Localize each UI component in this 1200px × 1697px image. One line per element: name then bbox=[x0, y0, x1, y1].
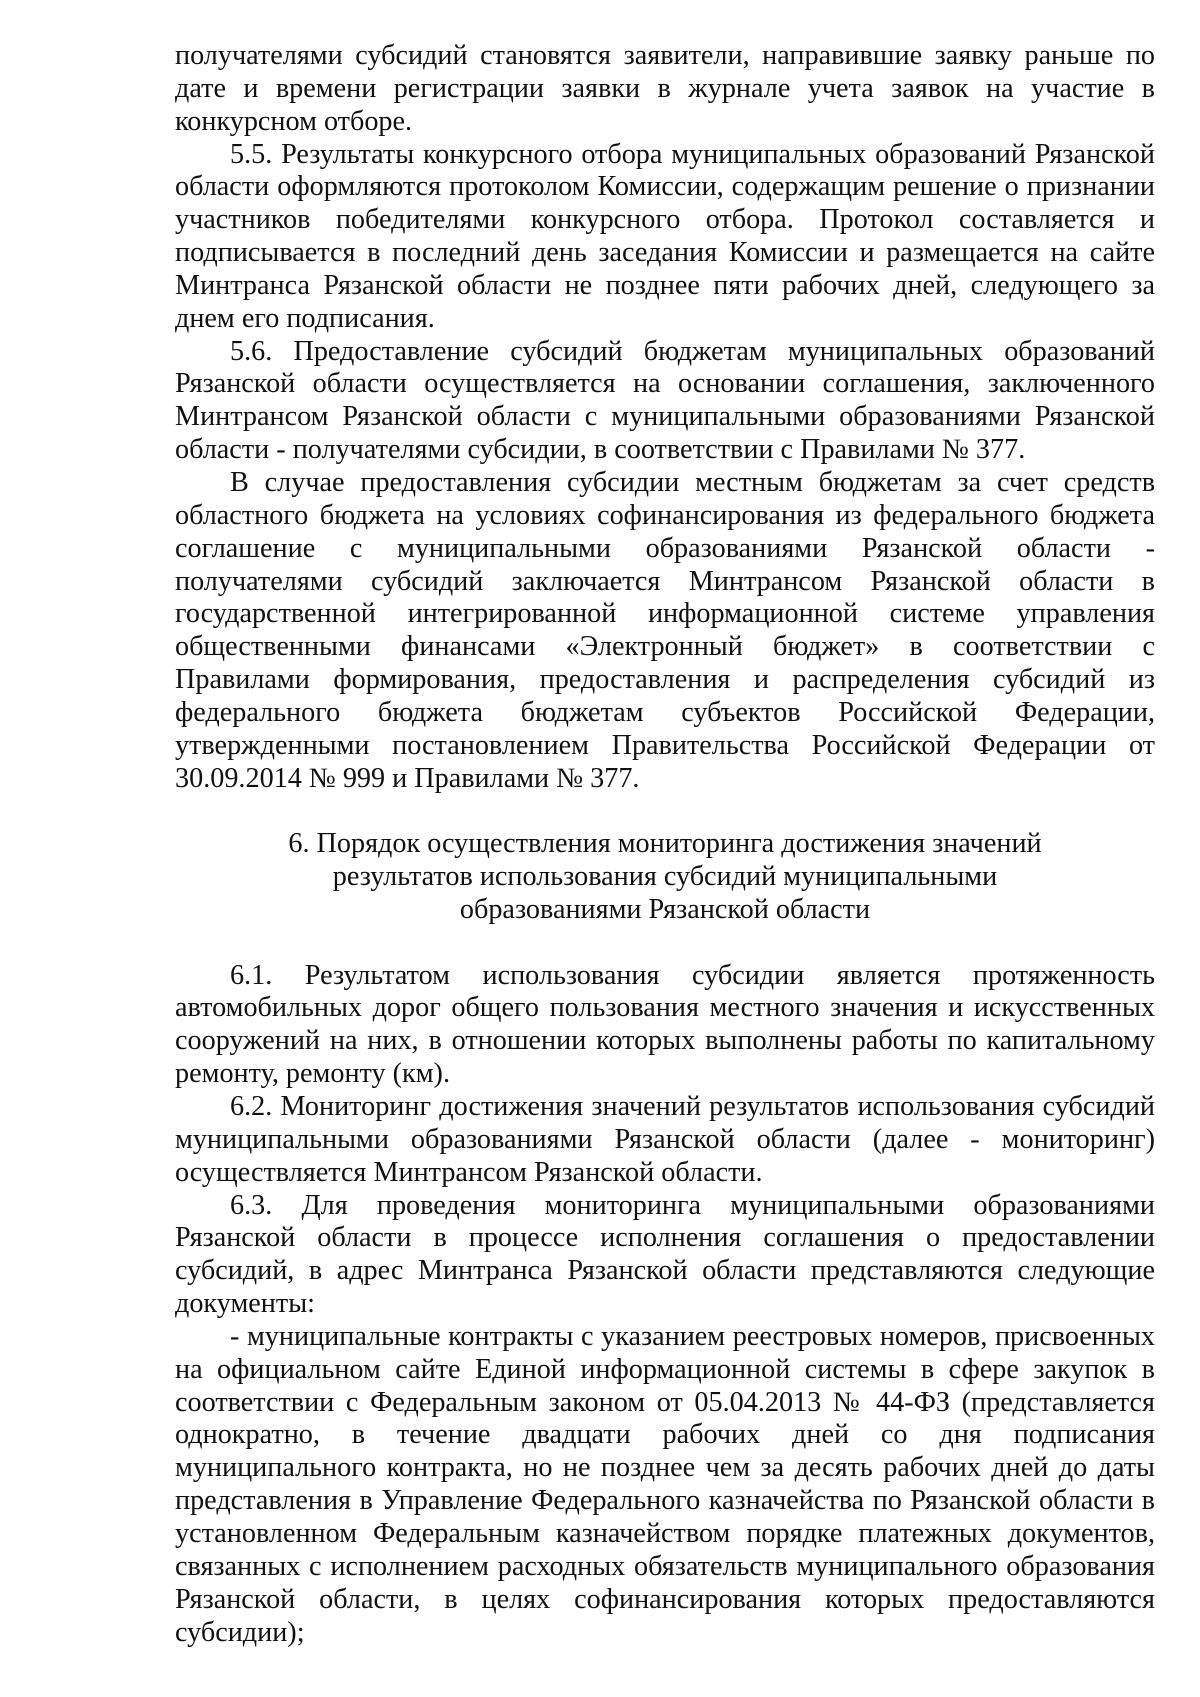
paragraph-5-6: 5.6. Предоставление субсидий бюджетам муниципальных образований Рязанской области осуществляется на основании соглашения, заключенного Минтрансом Рязанской области с муниципальными образованиями Рязанской области - получателями субсидии, в соответствии с Правилами № 377. bbox=[175, 335, 1155, 466]
paragraph-6-1: 6.1. Результатом использования субсидии является протяженность автомобильных дорог общего пользования местного значения и искусственных сооружений на них, в отношении которых выполнены работы по капитальному ремонту, ремонту (км). bbox=[175, 959, 1155, 1090]
paragraph-6-2: 6.2. Мониторинг достижения значений результатов использования субсидий муниципальными образованиями Рязанской области (далее - мониторинг) осуществляется Минтрансом Рязанской области. bbox=[175, 1091, 1155, 1188]
blank-line bbox=[175, 795, 1155, 828]
section-heading-line-3: образованиями Рязанской области bbox=[459, 893, 871, 925]
paragraph-5-5: 5.5. Результаты конкурсного отбора муниципальных образований Рязанской области оформляются протоколом Комиссии, содержащим решение о признании участников победителями конкурсного отбора. Протокол составляется и подписывается в последний день заседания Комиссии и размещается на сайте Минтранса Рязанской области не позднее пяти рабочих дней, следующего за днем его подписания. bbox=[175, 138, 1155, 334]
paragraph-cofinancing-case: В случае предоставления субсидии местным бюджетам за счет средств областного бюджета на условиях софинансирования из федерального бюджета соглашение с муниципальными образованиями Рязанской области - получателями субсидий заключается Минтрансом Рязанской области в государственной интегрированной информационной системе управления общественными финансами «Электронный бюджет» в соответствии с Правилами формирования, предоставления и распределения субсидий из федерального бюджета бюджетам субъектов Российской Федерации, утвержденными постановлением Правительства Российской Федерации от 30.09.2014 № 999 и Правилами № 377. bbox=[175, 466, 1155, 794]
paragraph-6-3: 6.3. Для проведения мониторинга муниципальными образованиями Рязанской области в процессе исполнения соглашения о предоставлении субсидий, в адрес Минтранса Рязанской области представляются следующие документы: bbox=[175, 1189, 1155, 1320]
section-heading-line-1: 6. Порядок осуществления мониторинга достижения значений bbox=[288, 828, 1042, 860]
document-page bbox=[175, 40, 1155, 1649]
section-heading bbox=[175, 828, 1155, 927]
blank-line bbox=[175, 927, 1155, 960]
paragraph-continuation: получателями субсидий становятся заявители, направившие заявку раньше по дате и времени регистрации заявки в журнале учета заявок на участие в конкурсном отборе. bbox=[175, 40, 1155, 137]
paragraph-municipal-contracts: - муниципальные контракты с указанием реестровых номеров, присвоенных на официальном сайте Единой информационной системы в сфере закупок в соответствии с Федеральным законом от 05.04.2013 № 44-ФЗ (представляется однократно, в течение двадцати рабочих дней со дня подписания муниципального контракта, но не позднее чем за десять рабочих дней до даты представления в Управление Федерального казначейства по Рязанской области в установленном Федеральным казначейством порядке платежных документов, связанных с исполнением расходных обязательств муниципального образования Рязанской области, в целях софинансирования которых предоставляются субсидии); bbox=[175, 1320, 1155, 1648]
section-heading-line-2: результатов использования субсидий муниципальными bbox=[332, 861, 998, 893]
